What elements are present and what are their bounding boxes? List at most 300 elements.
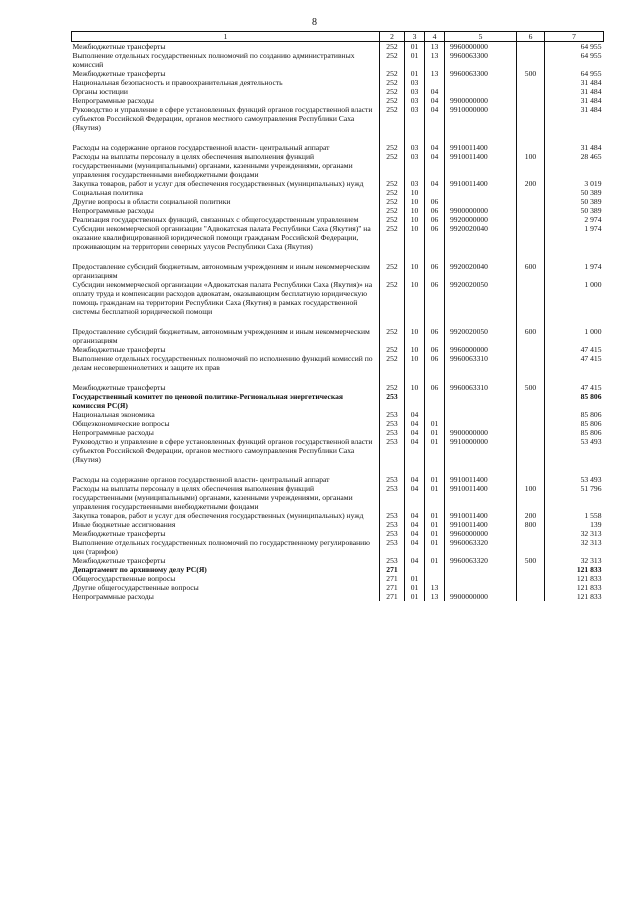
row-name-cell: Общегосударственные вопросы bbox=[72, 574, 380, 583]
row-section-cell: 03 bbox=[405, 143, 425, 152]
table-row bbox=[72, 215, 604, 224]
row-target-article-cell: 9960000000 bbox=[445, 42, 517, 52]
row-expense-type-cell bbox=[517, 206, 545, 215]
row-amount-cell: 53 493 bbox=[545, 437, 604, 464]
row-target-article-cell: 9910011400 bbox=[445, 152, 517, 179]
row-code-cell: 253 bbox=[380, 392, 405, 410]
row-code-cell: 271 bbox=[380, 565, 405, 574]
row-subsection-cell bbox=[425, 565, 445, 574]
row-name-cell: Непрограммные расходы bbox=[72, 592, 380, 601]
spacer-cell bbox=[380, 464, 405, 475]
row-subsection-cell: 01 bbox=[425, 428, 445, 437]
table-row bbox=[72, 96, 604, 105]
spacer-cell bbox=[72, 316, 380, 327]
row-amount-cell: 32 313 bbox=[545, 538, 604, 556]
row-name-cell: Выполнение отдельных государственных полномочий по исполнению функций комиссий по делам несовершеннолетних и защите их прав bbox=[72, 354, 380, 372]
row-name-cell: Государственный комитет по ценовой политике-Региональная энергетическая комиссия РС(Я) bbox=[72, 392, 380, 410]
spacer-cell bbox=[380, 316, 405, 327]
table-row bbox=[72, 87, 604, 96]
row-subsection-cell: 01 bbox=[425, 538, 445, 556]
row-expense-type-cell bbox=[517, 87, 545, 96]
header-col-7: 7 bbox=[545, 32, 604, 42]
table-row bbox=[72, 345, 604, 354]
row-target-article-cell bbox=[445, 87, 517, 96]
row-code-cell: 252 bbox=[380, 215, 405, 224]
row-expense-type-cell: 500 bbox=[517, 556, 545, 565]
row-code-cell: 253 bbox=[380, 556, 405, 565]
row-amount-cell: 50 389 bbox=[545, 188, 604, 197]
table-row bbox=[72, 179, 604, 188]
row-section-cell: 04 bbox=[405, 484, 425, 511]
row-section-cell: 03 bbox=[405, 105, 425, 132]
row-section-cell: 04 bbox=[405, 410, 425, 419]
row-subsection-cell bbox=[425, 574, 445, 583]
header-col-2: 2 bbox=[380, 32, 405, 42]
row-expense-type-cell bbox=[517, 105, 545, 132]
row-section-cell: 04 bbox=[405, 520, 425, 529]
row-name-cell: Субсидии некоммерческой организации «Адвокатская палата Республики Саха (Якутия)» на оплату труда и компенсации расходов адвокатам, оказывающим бесплатную юридическую помощь гражданам на территории Республики Саха (Якутия) в рамках государственной системы бесплатной юридической помощи bbox=[72, 280, 380, 316]
table-row bbox=[72, 565, 604, 574]
row-subsection-cell: 13 bbox=[425, 583, 445, 592]
row-section-cell: 04 bbox=[405, 511, 425, 520]
table-header-row bbox=[72, 32, 604, 42]
row-subsection-cell: 04 bbox=[425, 179, 445, 188]
table-row bbox=[72, 280, 604, 316]
row-section-cell: 03 bbox=[405, 152, 425, 179]
row-code-cell: 253 bbox=[380, 437, 405, 464]
row-target-article-cell: 9910000000 bbox=[445, 437, 517, 464]
row-code-cell: 253 bbox=[380, 538, 405, 556]
row-target-article-cell: 9960063320 bbox=[445, 538, 517, 556]
row-amount-cell: 31 484 bbox=[545, 96, 604, 105]
row-subsection-cell: 01 bbox=[425, 419, 445, 428]
row-code-cell: 253 bbox=[380, 511, 405, 520]
row-expense-type-cell: 200 bbox=[517, 179, 545, 188]
row-code-cell: 252 bbox=[380, 42, 405, 52]
table-row bbox=[72, 437, 604, 464]
row-name-cell: Иные бюджетные ассигнования bbox=[72, 520, 380, 529]
row-subsection-cell: 04 bbox=[425, 105, 445, 132]
table-row bbox=[72, 511, 604, 520]
row-subsection-cell: 06 bbox=[425, 383, 445, 392]
row-amount-cell: 139 bbox=[545, 520, 604, 529]
table-row bbox=[72, 224, 604, 251]
header-col-1: 1 bbox=[72, 32, 380, 42]
row-name-cell: Расходы на содержание органов государственной власти- центральный аппарат bbox=[72, 143, 380, 152]
row-name-cell: Предоставление субсидий бюджетным, автономным учреждениям и иным некоммерческим организациям bbox=[72, 327, 380, 345]
budget-table bbox=[71, 31, 604, 601]
row-subsection-cell: 06 bbox=[425, 262, 445, 280]
table-row bbox=[72, 143, 604, 152]
row-code-cell: 252 bbox=[380, 152, 405, 179]
table-row bbox=[72, 78, 604, 87]
row-target-article-cell bbox=[445, 565, 517, 574]
row-amount-cell: 50 389 bbox=[545, 197, 604, 206]
row-expense-type-cell bbox=[517, 410, 545, 419]
row-section-cell bbox=[405, 565, 425, 574]
row-amount-cell: 85 806 bbox=[545, 428, 604, 437]
table-row bbox=[72, 206, 604, 215]
spacer-cell bbox=[545, 316, 604, 327]
row-name-cell: Другие вопросы в области социальной политики bbox=[72, 197, 380, 206]
row-code-cell: 252 bbox=[380, 96, 405, 105]
row-code-cell: 252 bbox=[380, 327, 405, 345]
row-section-cell: 10 bbox=[405, 354, 425, 372]
row-code-cell: 253 bbox=[380, 410, 405, 419]
row-expense-type-cell bbox=[517, 42, 545, 52]
row-name-cell: Департамент по архивному делу РС(Я) bbox=[72, 565, 380, 574]
row-section-cell: 03 bbox=[405, 179, 425, 188]
row-amount-cell: 64 955 bbox=[545, 42, 604, 52]
table-row bbox=[72, 419, 604, 428]
row-code-cell: 252 bbox=[380, 354, 405, 372]
row-expense-type-cell bbox=[517, 574, 545, 583]
row-section-cell: 03 bbox=[405, 78, 425, 87]
row-expense-type-cell bbox=[517, 419, 545, 428]
row-subsection-cell: 01 bbox=[425, 475, 445, 484]
table-body bbox=[72, 42, 604, 602]
row-section-cell: 04 bbox=[405, 419, 425, 428]
row-section-cell: 03 bbox=[405, 87, 425, 96]
spacer-cell bbox=[445, 372, 517, 383]
row-amount-cell: 121 833 bbox=[545, 592, 604, 601]
row-section-cell: 10 bbox=[405, 188, 425, 197]
row-target-article-cell: 9920020040 bbox=[445, 224, 517, 251]
row-name-cell: Выполнение отдельных государственных полномочий по созданию административных комиссий bbox=[72, 51, 380, 69]
row-code-cell: 253 bbox=[380, 520, 405, 529]
row-name-cell: Межбюджетные трансферты bbox=[72, 556, 380, 565]
row-expense-type-cell bbox=[517, 428, 545, 437]
table-row bbox=[72, 475, 604, 484]
row-subsection-cell bbox=[425, 410, 445, 419]
row-name-cell: Органы юстиции bbox=[72, 87, 380, 96]
row-name-cell: Расходы на содержание органов государственной власти- центральный аппарат bbox=[72, 475, 380, 484]
row-amount-cell: 1 000 bbox=[545, 280, 604, 316]
row-subsection-cell: 06 bbox=[425, 206, 445, 215]
row-name-cell: Непрограммные расходы bbox=[72, 428, 380, 437]
row-code-cell: 253 bbox=[380, 419, 405, 428]
row-code-cell: 252 bbox=[380, 51, 405, 69]
row-section-cell: 10 bbox=[405, 262, 425, 280]
row-amount-cell: 85 806 bbox=[545, 410, 604, 419]
spacer-cell bbox=[380, 372, 405, 383]
row-name-cell: Субсидии некоммерческой организации "Адвокатская палата Республики Саха (Якутия)" на оказание квалифицированной юридической помощи гражданам Российской Федерации, проживающим на территории северных улусов Республики Саха (Якутия) bbox=[72, 224, 380, 251]
row-code-cell: 252 bbox=[380, 197, 405, 206]
row-amount-cell: 53 493 bbox=[545, 475, 604, 484]
row-target-article-cell: 9920000000 bbox=[445, 215, 517, 224]
row-section-cell bbox=[405, 392, 425, 410]
row-expense-type-cell bbox=[517, 197, 545, 206]
table-row bbox=[72, 354, 604, 372]
row-spacer bbox=[72, 132, 604, 143]
row-amount-cell: 1 000 bbox=[545, 327, 604, 345]
spacer-cell bbox=[445, 251, 517, 262]
row-amount-cell: 64 955 bbox=[545, 69, 604, 78]
row-expense-type-cell bbox=[517, 592, 545, 601]
row-expense-type-cell: 800 bbox=[517, 520, 545, 529]
row-amount-cell: 47 415 bbox=[545, 383, 604, 392]
row-amount-cell: 1 558 bbox=[545, 511, 604, 520]
row-code-cell: 252 bbox=[380, 78, 405, 87]
spacer-cell bbox=[517, 464, 545, 475]
row-target-article-cell: 9920020050 bbox=[445, 327, 517, 345]
row-code-cell: 252 bbox=[380, 87, 405, 96]
row-subsection-cell bbox=[425, 78, 445, 87]
row-subsection-cell bbox=[425, 392, 445, 410]
row-amount-cell: 31 484 bbox=[545, 87, 604, 96]
row-section-cell: 01 bbox=[405, 574, 425, 583]
spacer-cell bbox=[72, 464, 380, 475]
row-expense-type-cell bbox=[517, 529, 545, 538]
row-name-cell: Расходы на выплаты персоналу в целях обеспечения выполнения функций государственными (муниципальными) органами, казенными учреждениями, органами управления государственными внебюджетными фондами bbox=[72, 152, 380, 179]
row-expense-type-cell: 100 bbox=[517, 152, 545, 179]
row-name-cell: Расходы на выплаты персоналу в целях обеспечения выполнения функций государственными (муниципальными) органами, казенными учреждениями, органами управления государственными внебюджетными фондами bbox=[72, 484, 380, 511]
row-subsection-cell: 13 bbox=[425, 69, 445, 78]
row-code-cell: 253 bbox=[380, 484, 405, 511]
row-section-cell: 01 bbox=[405, 69, 425, 78]
row-expense-type-cell bbox=[517, 224, 545, 251]
row-subsection-cell: 13 bbox=[425, 42, 445, 52]
page-number: 8 bbox=[312, 17, 317, 28]
spacer-cell bbox=[425, 132, 445, 143]
row-name-cell: Другие общегосударственные вопросы bbox=[72, 583, 380, 592]
row-subsection-cell: 01 bbox=[425, 437, 445, 464]
row-section-cell: 04 bbox=[405, 538, 425, 556]
spacer-cell bbox=[545, 464, 604, 475]
row-subsection-cell: 01 bbox=[425, 484, 445, 511]
row-code-cell: 252 bbox=[380, 262, 405, 280]
row-code-cell: 252 bbox=[380, 345, 405, 354]
row-amount-cell: 32 313 bbox=[545, 529, 604, 538]
row-expense-type-cell: 500 bbox=[517, 69, 545, 78]
row-section-cell: 03 bbox=[405, 96, 425, 105]
row-name-cell: Руководство и управление в сфере установленных функций органов государственной власти субъектов Российской Федерации, органов местного самоуправления Республики Саха (Якутия) bbox=[72, 105, 380, 132]
row-section-cell: 04 bbox=[405, 475, 425, 484]
table-row bbox=[72, 592, 604, 601]
row-section-cell: 10 bbox=[405, 280, 425, 316]
row-code-cell: 271 bbox=[380, 592, 405, 601]
header-col-3: 3 bbox=[405, 32, 425, 42]
row-expense-type-cell: 100 bbox=[517, 484, 545, 511]
table-row bbox=[72, 105, 604, 132]
spacer-cell bbox=[517, 251, 545, 262]
row-target-article-cell bbox=[445, 574, 517, 583]
row-name-cell: Национальная экономика bbox=[72, 410, 380, 419]
row-target-article-cell: 9920020050 bbox=[445, 280, 517, 316]
row-code-cell: 252 bbox=[380, 224, 405, 251]
row-subsection-cell: 04 bbox=[425, 152, 445, 179]
row-expense-type-cell bbox=[517, 538, 545, 556]
row-section-cell: 01 bbox=[405, 42, 425, 52]
row-target-article-cell: 9960063320 bbox=[445, 556, 517, 565]
row-expense-type-cell bbox=[517, 475, 545, 484]
table-row bbox=[72, 152, 604, 179]
row-target-article-cell: 9910011400 bbox=[445, 143, 517, 152]
row-amount-cell: 47 415 bbox=[545, 345, 604, 354]
table-row bbox=[72, 428, 604, 437]
row-amount-cell: 121 833 bbox=[545, 574, 604, 583]
row-section-cell: 04 bbox=[405, 529, 425, 538]
row-subsection-cell: 01 bbox=[425, 529, 445, 538]
row-name-cell: Непрограммные расходы bbox=[72, 96, 380, 105]
row-subsection-cell: 01 bbox=[425, 520, 445, 529]
row-name-cell: Межбюджетные трансферты bbox=[72, 383, 380, 392]
spacer-cell bbox=[445, 132, 517, 143]
table-row bbox=[72, 574, 604, 583]
row-section-cell: 10 bbox=[405, 197, 425, 206]
row-code-cell: 271 bbox=[380, 574, 405, 583]
header-col-4: 4 bbox=[425, 32, 445, 42]
row-amount-cell: 32 313 bbox=[545, 556, 604, 565]
row-amount-cell: 121 833 bbox=[545, 565, 604, 574]
spacer-cell bbox=[517, 316, 545, 327]
table-row bbox=[72, 392, 604, 410]
spacer-cell bbox=[545, 372, 604, 383]
spacer-cell bbox=[405, 132, 425, 143]
row-amount-cell: 31 484 bbox=[545, 105, 604, 132]
row-expense-type-cell bbox=[517, 280, 545, 316]
row-target-article-cell: 9960063300 bbox=[445, 69, 517, 78]
table-row bbox=[72, 529, 604, 538]
header-col-6: 6 bbox=[517, 32, 545, 42]
row-expense-type-cell bbox=[517, 96, 545, 105]
row-name-cell: Общеэкономические вопросы bbox=[72, 419, 380, 428]
row-target-article-cell bbox=[445, 410, 517, 419]
table-row bbox=[72, 484, 604, 511]
row-amount-cell: 2 974 bbox=[545, 215, 604, 224]
spacer-cell bbox=[380, 251, 405, 262]
row-target-article-cell: 9900000000 bbox=[445, 206, 517, 215]
row-target-article-cell: 9910011400 bbox=[445, 484, 517, 511]
row-amount-cell: 50 389 bbox=[545, 206, 604, 215]
table-row bbox=[72, 410, 604, 419]
row-code-cell: 252 bbox=[380, 188, 405, 197]
row-name-cell: Руководство и управление в сфере установленных функций органов государственной власти субъектов Российской Федерации, органов местного самоуправления Республики Саха (Якутия) bbox=[72, 437, 380, 464]
row-section-cell: 01 bbox=[405, 51, 425, 69]
row-spacer bbox=[72, 464, 604, 475]
row-target-article-cell: 9910011400 bbox=[445, 179, 517, 188]
row-target-article-cell: 9920020040 bbox=[445, 262, 517, 280]
row-amount-cell: 3 019 bbox=[545, 179, 604, 188]
row-expense-type-cell: 600 bbox=[517, 327, 545, 345]
spacer-cell bbox=[425, 464, 445, 475]
row-target-article-cell bbox=[445, 197, 517, 206]
row-subsection-cell: 04 bbox=[425, 87, 445, 96]
row-subsection-cell: 13 bbox=[425, 592, 445, 601]
row-target-article-cell: 9910011400 bbox=[445, 520, 517, 529]
row-target-article-cell bbox=[445, 583, 517, 592]
row-name-cell: Предоставление субсидий бюджетным, автономным учреждениям и иным некоммерческим организациям bbox=[72, 262, 380, 280]
row-target-article-cell: 9960000000 bbox=[445, 529, 517, 538]
row-expense-type-cell bbox=[517, 565, 545, 574]
row-subsection-cell: 06 bbox=[425, 345, 445, 354]
row-subsection-cell: 06 bbox=[425, 327, 445, 345]
table-row bbox=[72, 538, 604, 556]
spacer-cell bbox=[425, 372, 445, 383]
row-subsection-cell: 01 bbox=[425, 511, 445, 520]
row-target-article-cell: 9900000000 bbox=[445, 428, 517, 437]
spacer-cell bbox=[72, 251, 380, 262]
row-section-cell: 04 bbox=[405, 556, 425, 565]
spacer-cell bbox=[517, 372, 545, 383]
row-section-cell: 04 bbox=[405, 428, 425, 437]
spacer-cell bbox=[545, 132, 604, 143]
header-col-5: 5 bbox=[445, 32, 517, 42]
row-target-article-cell: 9960000000 bbox=[445, 345, 517, 354]
row-expense-type-cell bbox=[517, 78, 545, 87]
row-target-article-cell: 9910011400 bbox=[445, 475, 517, 484]
row-expense-type-cell bbox=[517, 354, 545, 372]
spacer-cell bbox=[405, 251, 425, 262]
table-row bbox=[72, 188, 604, 197]
row-subsection-cell: 13 bbox=[425, 51, 445, 69]
row-code-cell: 252 bbox=[380, 69, 405, 78]
row-code-cell: 253 bbox=[380, 529, 405, 538]
row-expense-type-cell: 200 bbox=[517, 511, 545, 520]
row-target-article-cell: 9910011400 bbox=[445, 511, 517, 520]
row-code-cell: 253 bbox=[380, 428, 405, 437]
row-section-cell: 04 bbox=[405, 437, 425, 464]
table-row bbox=[72, 520, 604, 529]
row-spacer bbox=[72, 316, 604, 327]
row-amount-cell: 85 806 bbox=[545, 392, 604, 410]
spacer-cell bbox=[445, 316, 517, 327]
row-section-cell: 10 bbox=[405, 215, 425, 224]
row-amount-cell: 1 974 bbox=[545, 224, 604, 251]
row-expense-type-cell bbox=[517, 143, 545, 152]
row-code-cell: 252 bbox=[380, 179, 405, 188]
table-row bbox=[72, 583, 604, 592]
row-code-cell: 252 bbox=[380, 383, 405, 392]
row-amount-cell: 47 415 bbox=[545, 354, 604, 372]
row-name-cell: Национальная безопасность и правоохранительная деятельность bbox=[72, 78, 380, 87]
row-expense-type-cell: 500 bbox=[517, 383, 545, 392]
row-subsection-cell: 06 bbox=[425, 197, 445, 206]
row-name-cell: Непрограммные расходы bbox=[72, 206, 380, 215]
row-amount-cell: 31 484 bbox=[545, 78, 604, 87]
row-expense-type-cell: 600 bbox=[517, 262, 545, 280]
table-row bbox=[72, 327, 604, 345]
spacer-cell bbox=[380, 132, 405, 143]
table-row bbox=[72, 383, 604, 392]
spacer-cell bbox=[445, 464, 517, 475]
row-target-article-cell bbox=[445, 188, 517, 197]
row-expense-type-cell bbox=[517, 215, 545, 224]
row-amount-cell: 121 833 bbox=[545, 583, 604, 592]
row-target-article-cell: 9960063310 bbox=[445, 383, 517, 392]
row-expense-type-cell bbox=[517, 51, 545, 69]
row-subsection-cell: 06 bbox=[425, 215, 445, 224]
row-name-cell: Социальная политика bbox=[72, 188, 380, 197]
row-name-cell: Закупка товаров, работ и услуг для обеспечения государственных (муниципальных) нужд bbox=[72, 179, 380, 188]
row-spacer bbox=[72, 251, 604, 262]
row-amount-cell: 64 955 bbox=[545, 51, 604, 69]
row-amount-cell: 28 465 bbox=[545, 152, 604, 179]
row-subsection-cell: 01 bbox=[425, 556, 445, 565]
row-expense-type-cell bbox=[517, 392, 545, 410]
row-subsection-cell: 06 bbox=[425, 280, 445, 316]
row-name-cell: Межбюджетные трансферты bbox=[72, 69, 380, 78]
table-row bbox=[72, 197, 604, 206]
row-section-cell: 01 bbox=[405, 592, 425, 601]
row-name-cell: Межбюджетные трансферты bbox=[72, 42, 380, 52]
row-section-cell: 10 bbox=[405, 224, 425, 251]
row-code-cell: 252 bbox=[380, 105, 405, 132]
row-amount-cell: 85 806 bbox=[545, 419, 604, 428]
row-subsection-cell bbox=[425, 188, 445, 197]
row-subsection-cell: 04 bbox=[425, 96, 445, 105]
spacer-cell bbox=[425, 251, 445, 262]
